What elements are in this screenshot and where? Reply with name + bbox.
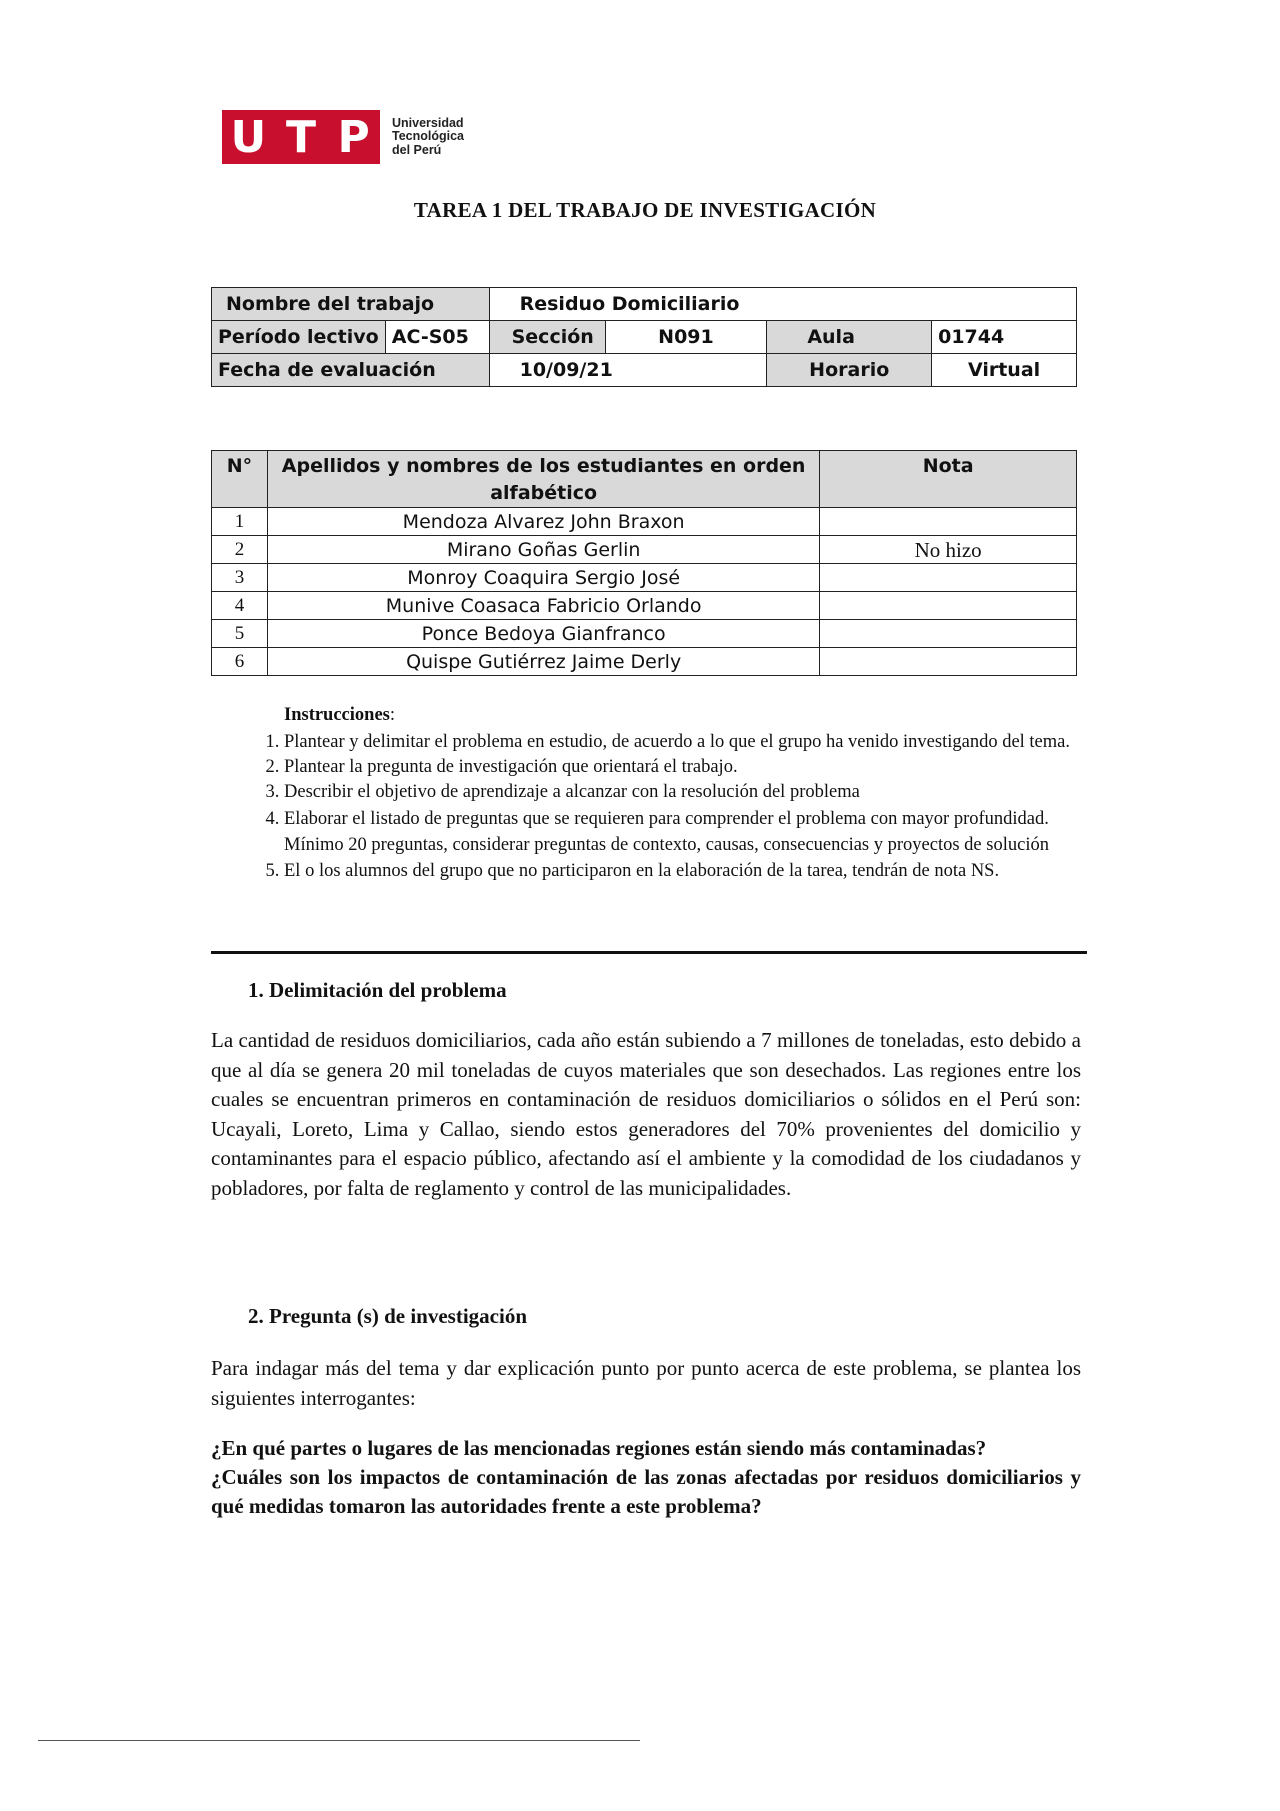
instructions-list	[248, 731, 1088, 883]
table-row	[212, 508, 1077, 536]
table-row	[212, 536, 1077, 564]
fecha-value: 10/09/21	[489, 354, 767, 387]
col-num-header: N°	[212, 451, 268, 508]
logo-letter-p: P	[337, 111, 370, 163]
list-item: 3. Describir el objetivo de aprendizaje a alcanzar con la resolución del problema	[284, 781, 1088, 804]
question-1: ¿En qué partes o lugares de las mencionadas regiones están siendo más contaminadas?	[211, 1436, 987, 1460]
row-num: 1	[212, 508, 268, 536]
info-row-fecha	[212, 354, 1077, 387]
row-name: Munive Coasaca Fabricio Orlando	[267, 592, 819, 620]
instructions-title: Instrucciones:	[284, 705, 396, 725]
logo-line-2: Tecnológica	[392, 129, 465, 144]
section1-heading: 1. Delimitación del problema	[248, 978, 507, 1002]
logo-line-1: Universidad	[392, 115, 464, 130]
row-name: Monroy Coaquira Sergio José	[267, 564, 819, 592]
info-table	[211, 287, 1077, 387]
page-title: TAREA 1 DEL TRABAJO DE INVESTIGACIÓN	[413, 198, 877, 222]
row-num: 6	[212, 648, 268, 676]
row-num: 3	[212, 564, 268, 592]
row-num: 2	[212, 536, 268, 564]
col-grade-header: Nota	[820, 451, 1077, 508]
row-grade	[820, 648, 1077, 676]
list-item: 5. El o los alumnos del grupo que no participaron en la elaboración de la tarea, tendrán de nota NS.	[284, 860, 1088, 883]
periodo-value: AC-S05	[385, 321, 489, 354]
horario-value: Virtual	[932, 354, 1077, 387]
question-2: ¿Cuáles son los impactos de contaminación de las zonas afectadas por residuos domiciliarios y qué medidas tomaron las autoridades frente a este problema?	[211, 1465, 1081, 1518]
row-grade: No hizo	[820, 536, 1077, 564]
footer-line	[38, 1740, 640, 1741]
list-item: 1. Plantear y delimitar el problema en estudio, de acuerdo a lo que el grupo ha venido investigando del tema.	[284, 731, 1088, 754]
seccion-label: Sección	[489, 321, 605, 354]
logo-letter-u: U	[230, 111, 267, 163]
periodo-label: Período lectivo	[212, 321, 386, 354]
horario-label: Horario	[767, 354, 932, 387]
fecha-label: Fecha de evaluación	[212, 354, 490, 387]
row-name: Quispe Gutiérrez Jaime Derly	[267, 648, 819, 676]
row-grade	[820, 564, 1077, 592]
info-row-nombre	[212, 288, 1077, 321]
section-divider	[211, 951, 1087, 954]
row-name: Mirano Goñas Gerlin	[267, 536, 819, 564]
row-grade	[820, 508, 1077, 536]
logo-letter-t: T	[285, 111, 316, 163]
research-questions	[211, 1434, 1081, 1521]
col-name-header: Apellidos y nombres de los estudiantes en orden alfabético	[267, 451, 819, 508]
table-row	[212, 592, 1077, 620]
list-item: 4. Elaborar el listado de preguntas que se requieren para comprender el problema con mayor profundidad. Mínimo 20 preguntas, considerar preguntas de contexto, causas, consecuencias y proyectos de solución	[284, 806, 1088, 858]
nombre-value: Residuo Domiciliario	[489, 288, 1076, 321]
row-num: 4	[212, 592, 268, 620]
row-num: 5	[212, 620, 268, 648]
section1-body: La cantidad de residuos domiciliarios, cada año están subiendo a 7 millones de toneladas, esto debido a que al día se genera 20 mil toneladas de cuyos materiales que son desechados. Las regiones entre los cuales se encuentran primeros en contaminación de residuos domiciliarios o sólidos en el Perú son: Ucayali, Loreto, Lima y Callao, siendo estos generadores del 70% provenientes del domicilio y contaminantes para el espacio público, afectando así el ambiente y la comodidad de los ciudadanos y pobladores, por falta de reglamento y control de las municipalidades.	[211, 1028, 1081, 1200]
utp-logo-mark	[222, 110, 380, 164]
instructions-title-text: Instrucciones	[284, 705, 390, 725]
table-row	[212, 648, 1077, 676]
section2-heading: 2. Pregunta (s) de investigación	[248, 1304, 528, 1328]
row-name: Mendoza Alvarez John Braxon	[267, 508, 819, 536]
info-row-periodo	[212, 321, 1077, 354]
instructions	[248, 704, 1088, 885]
row-grade	[820, 620, 1077, 648]
table-row	[212, 620, 1077, 648]
aula-value: 01744	[932, 321, 1077, 354]
row-grade	[820, 592, 1077, 620]
table-row	[212, 564, 1077, 592]
students-table	[211, 450, 1077, 676]
aula-label: Aula	[767, 321, 932, 354]
seccion-value: N091	[605, 321, 767, 354]
logo-line-3: del Perú	[392, 142, 442, 157]
utp-logo-text	[392, 117, 464, 158]
row-name: Ponce Bedoya Gianfranco	[267, 620, 819, 648]
utp-logo	[222, 110, 464, 164]
section2-body: Para indagar más del tema y dar explicación punto por punto acerca de este problema, se plantea los siguientes interrogantes:	[211, 1356, 1081, 1410]
nombre-label: Nombre del trabajo	[212, 288, 490, 321]
list-item: 2. Plantear la pregunta de investigación que orientará el trabajo.	[284, 756, 1088, 779]
students-header	[212, 451, 1077, 508]
